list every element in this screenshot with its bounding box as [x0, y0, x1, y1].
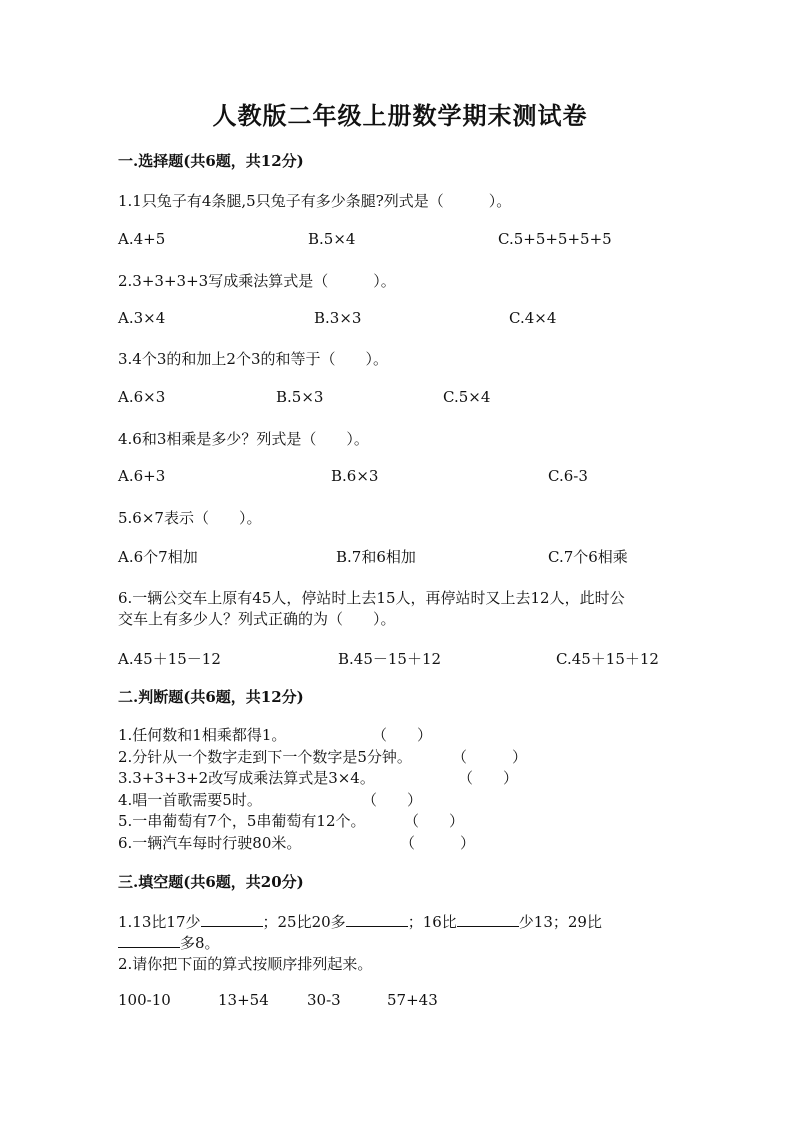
judge-item: 6.一辆汽车每时行驶80米。 [118, 834, 302, 852]
answer-parentheses: （ ） [362, 791, 423, 809]
option-b: B.3×3 [314, 309, 362, 327]
fill-text: 1.13比17少 [118, 913, 201, 931]
option-c: C.7个6相乘 [548, 548, 628, 566]
option-c: C.5+5+5+5+5 [498, 230, 612, 248]
question-stem: 1.1只兔子有4条腿,5只兔子有多少条腿?列式是（ ）。 [118, 192, 512, 210]
option-c: C.6-3 [548, 467, 588, 485]
option-a: A.6+3 [118, 467, 166, 485]
option-a: A.6个7相加 [118, 548, 198, 566]
question-stem: 2.3+3+3+3写成乘法算式是（ ）。 [118, 272, 396, 290]
question-stem-line: 6.一辆公交车上原有45人，停站时上去15人，再停站时又上去12人，此时公 [118, 589, 625, 607]
question-stem: 3.4个3的和加上2个3的和等于（ ）。 [118, 350, 388, 368]
answer-parentheses: （ ） [400, 834, 476, 852]
page-title: 人教版二年级上册数学期末测试卷 [212, 101, 588, 130]
question-stem-line: 交车上有多少人？列式正确的为（ ）。 [118, 610, 396, 628]
section-heading-judge: 二.判断题(共6题，共12分) [118, 688, 304, 706]
judge-item: 4.唱一首歌需要5时。 [118, 791, 262, 809]
fill-question-line [118, 932, 220, 953]
option-a: A.3×4 [118, 309, 166, 327]
option-a: A.45＋15－12 [118, 650, 221, 668]
answer-parentheses: （ ） [458, 769, 519, 787]
expression: 13+54 [218, 991, 269, 1009]
question-stem: 4.6和3相乘是多少？列式是（ ）。 [118, 430, 369, 448]
expression: 30-3 [307, 991, 341, 1009]
option-c: C.4×4 [509, 309, 557, 327]
judge-item: 5.一串葡萄有7个，5串葡萄有12个。 [118, 812, 366, 830]
fill-question-stem: 2.请你把下面的算式按顺序排列起来。 [118, 955, 373, 973]
fill-text: ；16比 [407, 913, 457, 931]
answer-parentheses: （ ） [452, 748, 528, 766]
option-a: A.4+5 [118, 230, 166, 248]
option-c: C.45＋15＋12 [556, 650, 659, 668]
answer-blank[interactable] [457, 912, 519, 927]
option-c: C.5×4 [443, 388, 491, 406]
answer-blank[interactable] [201, 912, 263, 927]
fill-text: 少13；29比 [518, 913, 602, 931]
section-heading-fill: 三.填空题(共6题，共20分) [118, 873, 304, 891]
expression: 100-10 [118, 991, 171, 1009]
section-heading-choice: 一.选择题(共6题，共12分) [118, 152, 304, 170]
answer-parentheses: （ ） [372, 726, 433, 744]
fill-text: ；25比20多 [262, 913, 346, 931]
judge-item: 3.3+3+3+2改写成乘法算式是3×4。 [118, 769, 375, 787]
answer-blank[interactable] [346, 912, 408, 927]
option-b: B.5×4 [308, 230, 356, 248]
option-b: B.45－15＋12 [338, 650, 442, 668]
fill-question-line [118, 911, 602, 932]
option-b: B.7和6相加 [336, 548, 416, 566]
judge-item: 2.分针从一个数字走到下一个数字是5分钟。 [118, 748, 412, 766]
option-a: A.6×3 [118, 388, 166, 406]
expression: 57+43 [387, 991, 438, 1009]
fill-text: 多8。 [180, 934, 220, 952]
judge-item: 1.任何数和1相乘都得1。 [118, 726, 287, 744]
answer-parentheses: （ ） [404, 812, 465, 830]
answer-blank[interactable] [118, 933, 180, 948]
question-stem: 5.6×7表示（ ）。 [118, 509, 262, 527]
option-b: B.5×3 [276, 388, 324, 406]
option-b: B.6×3 [331, 467, 379, 485]
